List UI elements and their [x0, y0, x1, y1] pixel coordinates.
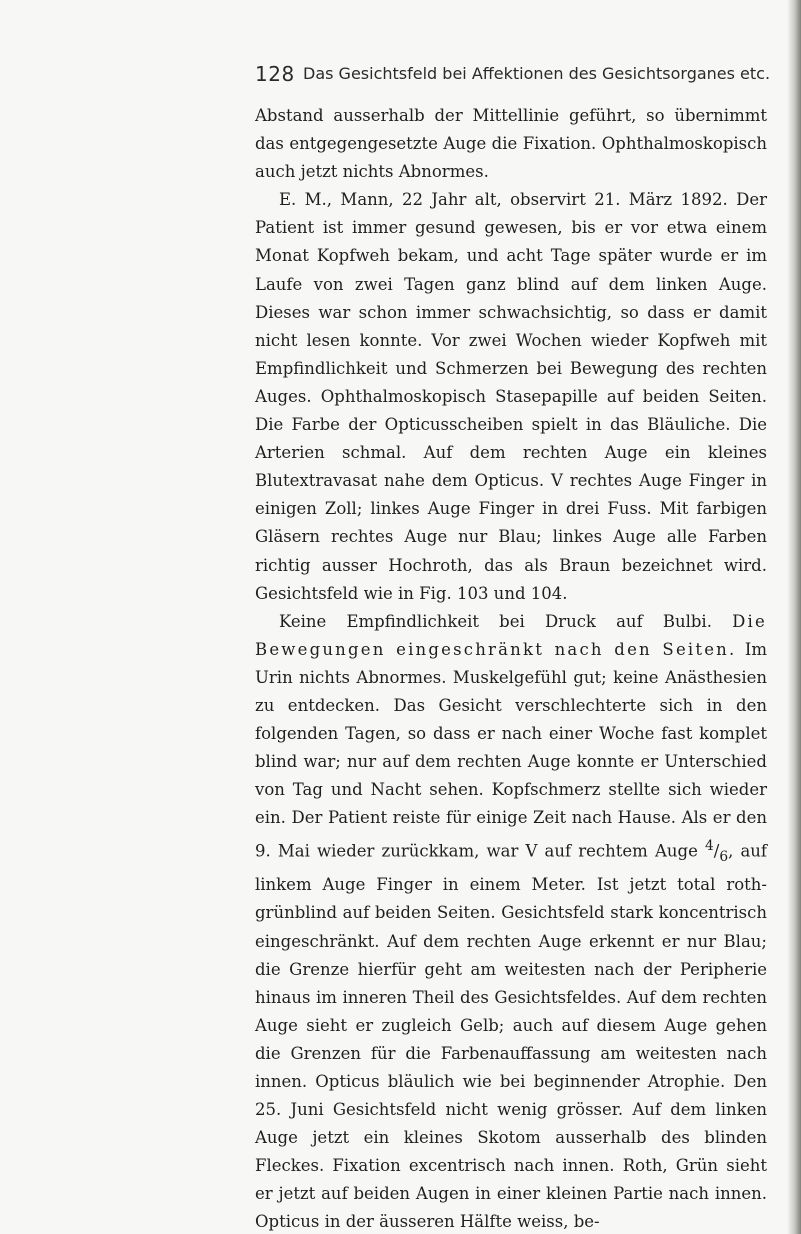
page-header — [0, 58, 801, 92]
body-text — [255, 102, 767, 1234]
fraction-denominator: 6 — [719, 849, 729, 866]
page-edge-shadow — [787, 0, 801, 1234]
paragraph-3: Keine Empfindlichkeit bei Druck auf Bulbi. Die Bewegungen eingeschränkt nach den Seiten. Im Urin nichts Abnormes. Muskelgefühl gut; keine Anästhesien zu entdecken. Das Gesicht verschlechterte sich in den folgenden Tagen, so dass er nach einer Woche fast komplet blind war; nur auf dem rechten Auge konnte er Unterschied von Tag und Nacht sehen. Kopfschmerz stellte sich wieder ein. Der Patient reiste für einige Zeit nach Hause. Als er den 9. Mai wieder zurückkam, war V auf rechtem Auge $^4/_6$, auf linkem Auge Finger in einem Meter. Ist jetzt total roth-grünblind auf beiden Seiten. Gesichtsfeld stark koncentrisch eingeschränkt. Auf dem rechten Auge erkennt er nur Blau; die Grenze hierfür geht am weitesten nach der Peripherie hinaus im inneren Theil des Gesichtsfeldes. Auf dem rechten Auge sieht er zugleich Gelb; auch auf diesem Auge gehen die Grenzen für die Farbenauffassung am weitesten nach innen. Opticus bläulich wie bei beginnender Atrophie. Den 25. Juni Gesichtsfeld nicht wenig grösser. Auf dem linken Auge jetzt ein kleines Skotom ausserhalb des blinden Fleckes. Fixation excentrisch nach innen. Roth, Grün sieht er jetzt auf beiden Augen in einer kleinen Partie nach innen. Opticus in der äusseren Hälfte weiss, be- — [255, 611, 768, 1232]
fraction-numerator: 4 — [705, 838, 714, 855]
running-title: Das Gesichtsfeld bei Affektionen des Gesichtsorganes etc. — [303, 64, 771, 83]
paragraph-3-text-after: , auf linkem Auge Finger in einem Meter. Ist jetzt total roth-grünblind auf beiden Seiten. Gesichtsfeld stark koncentrisch eingeschränkt. Auf dem rechten Auge erkennt er nur Blau; die Grenze hierfür geht am weitesten nach der Peripherie hinaus im inneren Theil des Gesichtsfeldes. Auf dem rechten Auge sieht er zugleich Gelb; auch auf diesem Auge gehen die Grenzen für die Farbenauffassung am weitesten nach innen. Opticus bläulich wie bei beginnender Atrophie. Den 25. Juni Gesichtsfeld nicht wenig grösser. Auf dem linken Auge jetzt ein kleines Skotom ausserhalb des blinden Fleckes. Fixation excentrisch nach innen. Roth, Grün sieht er jetzt auf beiden Augen in einer kleinen Partie nach innen. Opticus in der äusseren Hälfte weiss, be- — [255, 841, 768, 1232]
paragraph-1: Abstand ausserhalb der Mittellinie geführt, so übernimmt das entgegengesetzte Auge die Fixation. Ophthalmoskopisch auch jetzt nichts Abnormes. — [255, 106, 767, 182]
paragraph-2: E. M., Mann, 22 Jahr alt, observirt 21. März 1892. Der Patient ist immer gesund gewesen, bis er vor etwa einem Monat Kopfweh bekam, und acht Tage später wurde er im Laufe von zwei Tagen ganz blind auf dem linken Auge. Dieses war schon immer schwachsichtig, so dass er damit nicht lesen konnte. Vor zwei Wochen wieder Kopfweh mit Empfindlichkeit und Schmerzen bei Bewegung des rechten Auges. Ophthalmoskopisch Stasepapille auf beiden Seiten. Die Farbe der Opticusscheiben spielt in das Bläuliche. Die Arterien schmal. Auf dem rechten Auge ein kleines Blutextravasat nahe dem Opticus. V rechtes Auge Finger in einigen Zoll; linkes Auge Finger in drei Fuss. Mit farbigen Gläsern rechtes Auge nur Blau; linkes Auge alle Farben richtig ausser Hochroth, das als Braun bezeichnet wird. Gesichtsfeld wie in Fig. 103 und 104. — [255, 190, 767, 603]
paragraph-3-text: Im Urin nichts Abnormes. Muskelgefühl gut; keine Anästhesien zu entdecken. Das Gesicht verschlechterte sich in den folgenden Tagen, so dass er nach einer Woche fast komplet blind war; nur auf dem rechten Auge konnte er Unterschied von Tag und Nacht sehen. Kopfschmerz stellte sich wieder ein. Der Patient reiste für einige Zeit nach Hause. Als er den 9. Mai wieder zurückkam, war V auf rechtem Auge — [255, 639, 767, 861]
page-number: 128 — [255, 62, 295, 86]
paragraph-3-lead: Keine Empfindlichkeit bei Druck auf Bulbi. — [279, 611, 712, 631]
spaced-emphasis: Die Bewegungen eingeschränkt nach den Seiten. — [255, 611, 767, 659]
